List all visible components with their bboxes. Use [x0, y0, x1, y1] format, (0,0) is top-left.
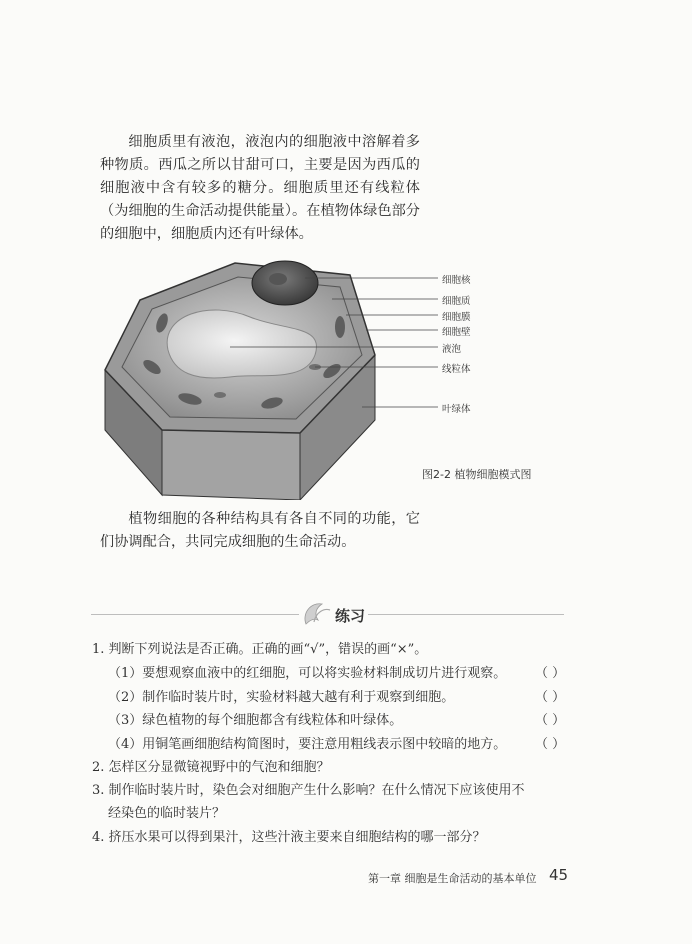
answer-blank-3: （ ）: [535, 713, 566, 728]
question-1-item-2: （2）制作临时装片时，实验材料越大越有利于观察到细胞。: [108, 690, 455, 705]
question-1-item-1: （1）要想观察血液中的红细胞，可以将实验材料制成切片进行观察。: [108, 666, 507, 681]
question-3-line-1: 3. 制作临时装片时，染色会对细胞产生什么影响？在什么情况下应该使用不: [92, 783, 525, 798]
footer-chapter-title: 第一章 细胞是生命活动的基本单位: [368, 872, 537, 885]
plant-cell-figure: [100, 255, 540, 500]
label-vacuole: 液泡: [442, 344, 462, 355]
leaf-swirl-icon: [300, 598, 334, 630]
body-paragraph-1: 细胞质里有液泡，液泡内的细胞液中溶解着多种物质。西瓜之所以甘甜可口，主要是因为西瓜的细胞液中含有较多的糖分。细胞质里还有线粒体（为细胞的生命活动提供能量）。在植物体绿色部分的细胞中，细胞质内还有叶绿体。: [100, 134, 420, 242]
figure-caption: 图2-2 植物细胞模式图: [422, 468, 532, 481]
exercise-rule-left: [91, 614, 299, 615]
label-cytoplasm: 细胞质: [442, 296, 471, 307]
label-nucleus: 细胞核: [442, 275, 471, 286]
question-1-item-3: （3）绿色植物的每个细胞都含有线粒体和叶绿体。: [108, 713, 403, 728]
label-mitochondria: 线粒体: [442, 364, 471, 375]
label-wall: 细胞壁: [442, 327, 471, 338]
answer-blank-1: （ ）: [535, 666, 566, 681]
page-number: 45: [549, 866, 569, 884]
body-paragraph-2: 植物细胞的各种结构具有各自不同的功能，它们协调配合，共同完成细胞的生命活动。: [100, 511, 420, 550]
question-4: 4. 挤压水果可以得到果汁，这些汁液主要来自细胞结构的哪一部分？: [92, 830, 486, 845]
answer-blank-2: （ ）: [535, 690, 566, 705]
question-3-line-2: 经染色的临时装片？: [108, 806, 226, 821]
label-membrane: 细胞膜: [442, 312, 471, 323]
plant-cell-diagram: [100, 255, 540, 500]
answer-blank-4: （ ）: [535, 737, 566, 752]
exercise-rule-right: [368, 614, 564, 615]
question-1: 1. 判断下列说法是否正确。正确的画“√”，错误的画“×”。: [92, 642, 428, 657]
question-2: 2. 怎样区分显微镜视野中的气泡和细胞？: [92, 760, 330, 775]
label-chloroplast: 叶绿体: [442, 404, 471, 415]
exercise-title: 练习: [335, 607, 366, 625]
question-1-item-4: （4）用铜笔画细胞结构简图时，要注意用粗线表示图中较暗的地方。: [108, 737, 507, 752]
